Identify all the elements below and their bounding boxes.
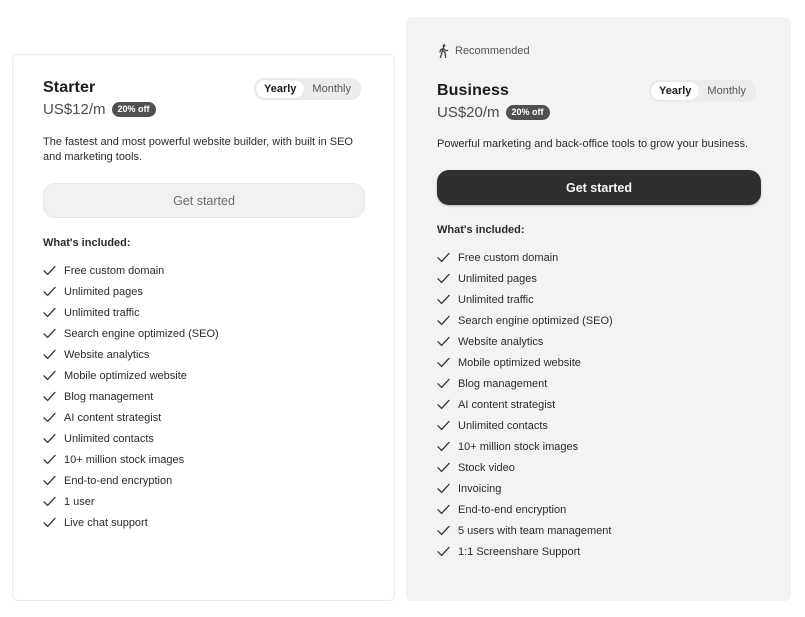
feature-text: 1 user bbox=[64, 495, 95, 508]
check-icon bbox=[437, 357, 450, 368]
feature-item bbox=[437, 394, 613, 415]
check-icon bbox=[437, 546, 450, 557]
feature-text: Mobile optimized website bbox=[458, 356, 581, 369]
feature-text: Search engine optimized (SEO) bbox=[64, 327, 219, 340]
check-icon bbox=[437, 378, 450, 389]
feature-text: Mobile optimized website bbox=[64, 369, 187, 382]
feature-item bbox=[437, 289, 613, 310]
feature-text: Unlimited traffic bbox=[64, 306, 140, 319]
toggle-yearly[interactable]: Yearly bbox=[651, 82, 699, 100]
feature-item bbox=[437, 373, 613, 394]
check-icon bbox=[43, 370, 56, 381]
check-icon bbox=[437, 315, 450, 326]
feature-item bbox=[437, 310, 613, 331]
feature-item bbox=[437, 436, 613, 457]
feature-item bbox=[437, 499, 613, 520]
check-icon bbox=[43, 454, 56, 465]
feature-item bbox=[437, 457, 613, 478]
feature-item bbox=[43, 281, 219, 302]
feature-item bbox=[437, 268, 613, 289]
feature-text: AI content strategist bbox=[64, 411, 162, 424]
feature-text: Unlimited pages bbox=[64, 285, 143, 298]
feature-item bbox=[43, 323, 219, 344]
check-icon bbox=[437, 252, 450, 263]
feature-text: 10+ million stock images bbox=[458, 440, 579, 453]
feature-item bbox=[43, 449, 219, 470]
feature-item bbox=[437, 478, 613, 499]
check-icon bbox=[43, 412, 56, 423]
toggle-monthly[interactable]: Monthly bbox=[312, 83, 351, 95]
feature-text: Free custom domain bbox=[64, 264, 165, 277]
included-heading: What's included: bbox=[43, 237, 131, 249]
check-icon bbox=[43, 433, 56, 444]
feature-text: End-to-end encryption bbox=[64, 474, 173, 487]
price-row bbox=[437, 104, 550, 121]
check-icon bbox=[437, 483, 450, 494]
check-icon bbox=[437, 420, 450, 431]
plan-card-business bbox=[406, 17, 791, 601]
plan-description: Powerful marketing and back-office tools to grow your business. bbox=[437, 138, 749, 150]
feature-item bbox=[43, 365, 219, 386]
plan-price: US$12/m bbox=[43, 101, 106, 118]
get-started-button[interactable]: Get started bbox=[43, 183, 365, 218]
feature-list bbox=[43, 260, 219, 533]
billing-toggle[interactable] bbox=[649, 80, 756, 102]
feature-text: Blog management bbox=[458, 377, 548, 390]
feature-text: 5 users with team management bbox=[458, 524, 612, 537]
check-icon bbox=[43, 265, 56, 276]
feature-item bbox=[437, 352, 613, 373]
check-icon bbox=[43, 391, 56, 402]
feature-text: 1:1 Screenshare Support bbox=[458, 545, 581, 558]
included-heading: What's included: bbox=[437, 224, 525, 236]
toggle-yearly[interactable]: Yearly bbox=[256, 80, 304, 98]
feature-text: Search engine optimized (SEO) bbox=[458, 314, 613, 327]
feature-item bbox=[43, 344, 219, 365]
price-row bbox=[43, 101, 156, 118]
check-icon bbox=[437, 462, 450, 473]
feature-text: Live chat support bbox=[64, 516, 148, 529]
discount-badge: 20% off bbox=[112, 102, 156, 117]
check-icon bbox=[43, 328, 56, 339]
feature-item bbox=[43, 428, 219, 449]
toggle-monthly[interactable]: Monthly bbox=[707, 85, 746, 97]
feature-item bbox=[43, 512, 219, 533]
feature-item bbox=[437, 541, 613, 562]
feature-item bbox=[43, 491, 219, 512]
feature-text: Unlimited contacts bbox=[64, 432, 154, 445]
feature-text: Unlimited pages bbox=[458, 272, 537, 285]
feature-text: Stock video bbox=[458, 461, 515, 474]
feature-text: Blog management bbox=[64, 390, 154, 403]
person-walking-icon bbox=[438, 44, 449, 58]
feature-item bbox=[437, 247, 613, 268]
feature-text: Unlimited traffic bbox=[458, 293, 534, 306]
feature-item bbox=[43, 302, 219, 323]
check-icon bbox=[437, 504, 450, 515]
feature-item bbox=[43, 260, 219, 281]
feature-text: Unlimited contacts bbox=[458, 419, 548, 432]
feature-text: Website analytics bbox=[458, 335, 544, 348]
check-icon bbox=[437, 336, 450, 347]
feature-text: End-to-end encryption bbox=[458, 503, 567, 516]
feature-text: 10+ million stock images bbox=[64, 453, 185, 466]
check-icon bbox=[437, 294, 450, 305]
feature-item bbox=[437, 520, 613, 541]
check-icon bbox=[43, 496, 56, 507]
plan-description: The fastest and most powerful website builder, with built in SEO and marketing tools. bbox=[43, 136, 353, 163]
get-started-button[interactable]: Get started bbox=[437, 170, 761, 205]
feature-list bbox=[437, 247, 613, 562]
feature-text: Website analytics bbox=[64, 348, 150, 361]
check-icon bbox=[437, 399, 450, 410]
feature-item bbox=[43, 386, 219, 407]
feature-text: Invoicing bbox=[458, 482, 502, 495]
plan-name: Starter bbox=[43, 79, 96, 96]
check-icon bbox=[437, 525, 450, 536]
recommended-text: Recommended bbox=[455, 45, 530, 57]
check-icon bbox=[437, 441, 450, 452]
plan-price: US$20/m bbox=[437, 104, 500, 121]
feature-text: Free custom domain bbox=[458, 251, 559, 264]
plan-card-starter bbox=[12, 54, 395, 601]
check-icon bbox=[43, 349, 56, 360]
billing-toggle[interactable] bbox=[254, 78, 361, 100]
feature-text: AI content strategist bbox=[458, 398, 556, 411]
check-icon bbox=[43, 475, 56, 486]
feature-item bbox=[43, 407, 219, 428]
check-icon bbox=[43, 307, 56, 318]
feature-item bbox=[43, 470, 219, 491]
check-icon bbox=[437, 273, 450, 284]
feature-item bbox=[437, 415, 613, 436]
discount-badge: 20% off bbox=[506, 105, 550, 120]
check-icon bbox=[43, 517, 56, 528]
feature-item bbox=[437, 331, 613, 352]
recommended-label bbox=[438, 44, 530, 58]
plan-name: Business bbox=[437, 82, 509, 99]
check-icon bbox=[43, 286, 56, 297]
